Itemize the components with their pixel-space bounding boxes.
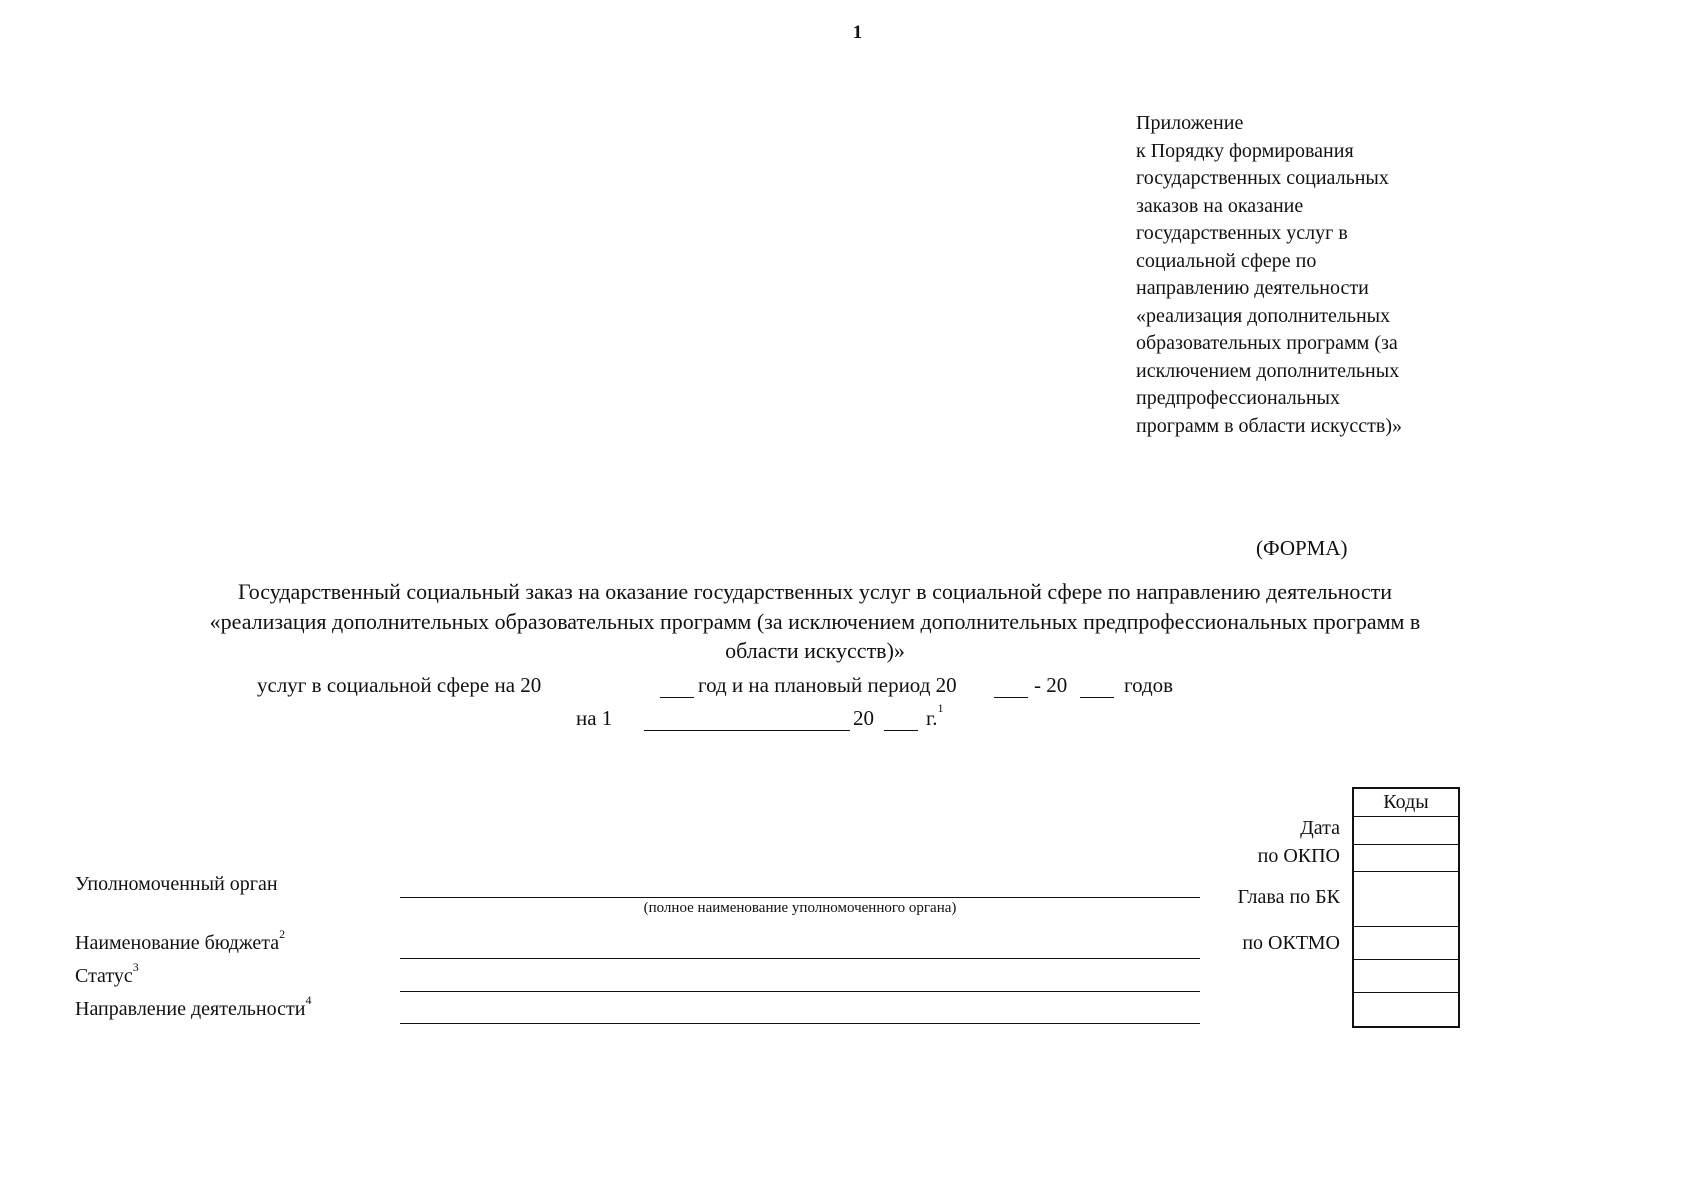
- appendix-line: государственных услуг в: [1136, 222, 1348, 244]
- codes-oktmo-label: по ОКТМО: [1242, 932, 1340, 954]
- plan-year-start-blank[interactable]: [994, 697, 1028, 698]
- appendix-line: социальной сфере по: [1136, 249, 1317, 272]
- codes-status-cell[interactable]: [1354, 960, 1458, 993]
- budget-label: Наименование бюджета$^2$: [75, 927, 286, 954]
- footnote-2: 2: [279, 927, 286, 941]
- codes-date-label: Дата: [1300, 817, 1340, 839]
- title-line-2: «реализация дополнительных образовательных программ (за исключением дополнительных предпрофессиональных программ в: [209, 608, 1421, 634]
- appendix-line: заказов на оказание: [1136, 194, 1304, 217]
- title-line-3: области искусств)»: [725, 638, 905, 663]
- authority-input-line[interactable]: [400, 897, 1200, 898]
- plan-year-end-blank[interactable]: [1080, 697, 1114, 698]
- status-label: Статус$^3$: [75, 960, 139, 987]
- appendix-line: программ в области искусств)»: [1136, 414, 1403, 437]
- codes-header: Коды: [1354, 789, 1458, 817]
- document-title: [70, 577, 1560, 666]
- authority-label: Уполномоченный орган: [75, 873, 278, 895]
- appendix-line: к Порядку формирования: [1136, 139, 1354, 162]
- date-year-blank[interactable]: [884, 730, 918, 731]
- appendix-line: государственных социальных: [1136, 167, 1389, 189]
- appendix-line: «реализация дополнительных: [1136, 304, 1391, 327]
- activity-input-line[interactable]: [400, 1023, 1200, 1024]
- appendix-line: исключением дополнительных: [1136, 359, 1400, 382]
- date-year-prefix: 20: [853, 706, 874, 730]
- codes-okpo-cell[interactable]: [1354, 845, 1458, 872]
- appendix-line: предпрофессиональных: [1136, 387, 1340, 409]
- footnote-3: 3: [132, 960, 139, 974]
- period-text-1: услуг в социальной сфере на 20: [257, 673, 542, 697]
- footnote-4: 4: [305, 993, 312, 1007]
- period-text-3: - 20: [1034, 673, 1068, 697]
- codes-activity-cell[interactable]: [1354, 993, 1458, 1026]
- footnote-1: 1: [937, 701, 944, 715]
- period-text-2: год и на плановый период 20: [698, 673, 957, 697]
- title-line-1: Государственный социальный заказ на оказание государственных услуг в социальной сфере по направлению деятельности: [237, 579, 1393, 604]
- period-year-blank[interactable]: [660, 697, 694, 698]
- date-month-blank[interactable]: [644, 730, 850, 731]
- authority-caption: (полное наименование уполномоченного органа): [643, 900, 957, 916]
- codes-oktmo-cell[interactable]: [1354, 927, 1458, 960]
- appendix-line: Приложение: [1136, 112, 1244, 134]
- codes-bk-label: Глава по БК: [1237, 886, 1340, 908]
- page-number: 1: [852, 22, 863, 43]
- form-marker: (ФОРМА): [1256, 536, 1348, 560]
- codes-table: [1352, 787, 1460, 1028]
- appendix-line: направлению деятельности: [1136, 277, 1369, 299]
- codes-okpo-label: по ОКПО: [1257, 845, 1340, 867]
- codes-bk-cell[interactable]: [1354, 872, 1458, 927]
- codes-date-cell[interactable]: [1354, 817, 1458, 845]
- date-prefix: на 1: [576, 706, 613, 730]
- appendix-block: [1136, 110, 1402, 440]
- period-text-4: годов: [1124, 673, 1174, 697]
- status-input-line[interactable]: [400, 991, 1200, 992]
- budget-input-line[interactable]: [400, 958, 1200, 959]
- date-suffix: г.$^1$: [926, 701, 944, 730]
- activity-label: Направление деятельности$^4$: [75, 993, 312, 1020]
- appendix-line: образовательных программ (за: [1136, 332, 1398, 354]
